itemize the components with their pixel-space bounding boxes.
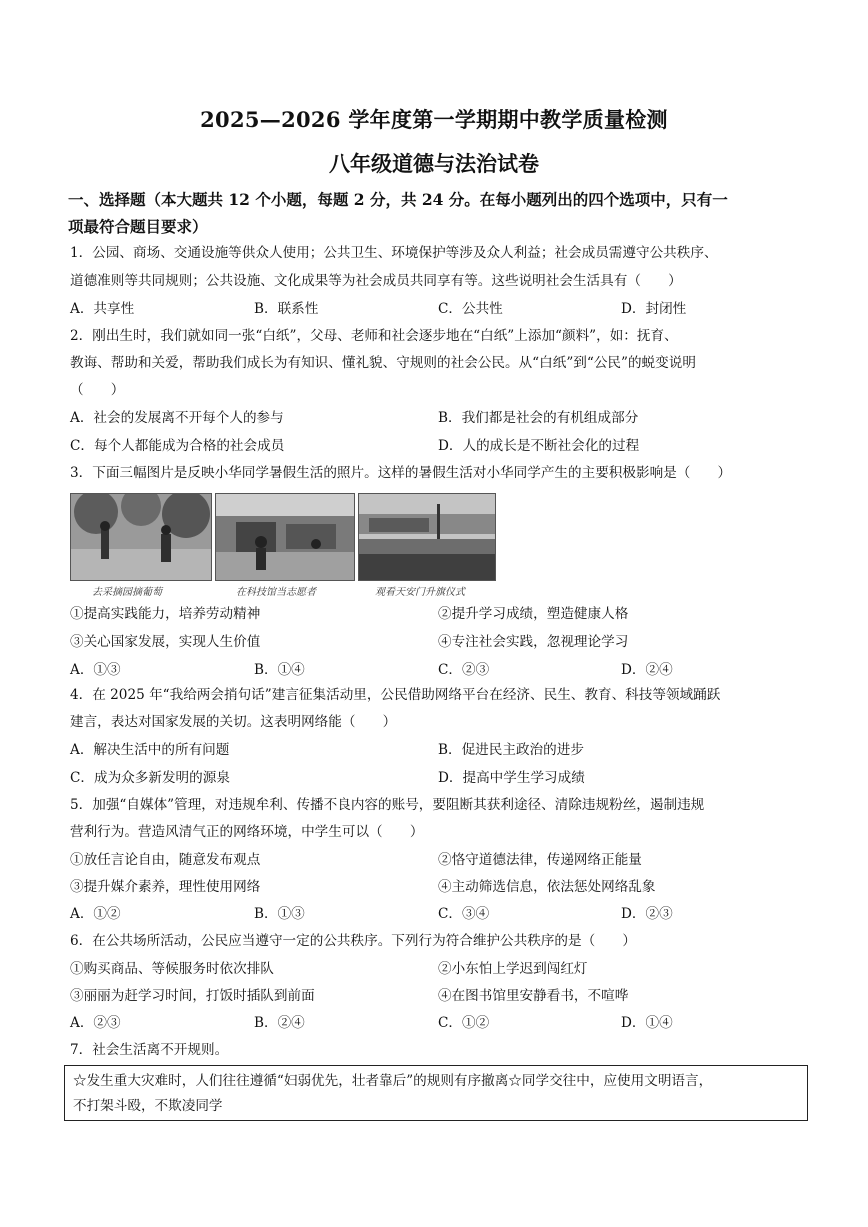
q7-stem: 7．社会生活离不开规则。 — [70, 1042, 229, 1058]
q7-material-line1: ☆发生重大灾难时，人们往往遵循“妇弱优先，壮者靠后”的规则有序撤离☆同学交往中，应使用文明语言， — [73, 1073, 713, 1089]
q3-stem: 3．下面三幅图片是反映小华同学暑假生活的照片。这样的暑假生活对小华同学产生的主要积极影响是（ ） — [70, 465, 732, 481]
q6-statement-3: ③丽丽为赶学习时间，打饭时插队到前面 — [70, 988, 315, 1004]
photo-tiananmen-flag-raising — [358, 493, 496, 581]
q2-stem-line2: 教诲、帮助和关爱，帮助我们成长为有知识、懂礼貌、守规则的社会公民。从“白纸”到“公民”的蜕变说明 — [70, 355, 696, 371]
q2-option-d: D．人的成长是不断社会化的过程 — [438, 438, 640, 454]
q4-option-c: C．成为众多新发明的源泉 — [70, 770, 230, 786]
q5-statement-2: ②恪守道德法律，传递网络正能量 — [438, 852, 642, 868]
q6-option-c: C．①② — [438, 1015, 490, 1031]
q5-statement-4: ④主动筛选信息，依法惩处网络乱象 — [438, 879, 656, 895]
q1-stem-line1: 1．公园、商场、交通设施等供众人使用；公共卫生、环境保护等涉及众人利益；社会成员需遵守公共秩序、 — [70, 245, 718, 261]
q7-material-line2: 不打架斗殴，不欺凌同学 — [73, 1098, 223, 1114]
photo-caption-1: 去采摘园摘葡萄 — [92, 587, 162, 598]
q5-statement-1: ①放任言论自由，随意发布观点 — [70, 852, 261, 868]
q2-option-c: C．每个人都能成为合格的社会成员 — [70, 438, 285, 454]
photo-caption-3: 观看天安门升旗仪式 — [375, 587, 465, 598]
q1-stem-line2: 道德准则等共同规则；公共设施、文化成果等为社会成员共同享有等。这些说明社会生活具有（ ） — [70, 273, 682, 289]
q6-option-d: D．①④ — [621, 1015, 673, 1031]
q1-option-c: C．公共性 — [438, 301, 503, 317]
q4-option-d: D．提高中学生学习成绩 — [438, 770, 585, 786]
exam-subtitle: 八年级道德与法治试卷 — [329, 151, 539, 176]
q1-option-a: A．共享性 — [70, 301, 135, 317]
q4-option-a: A．解决生活中的所有问题 — [70, 742, 230, 758]
q3-option-c: C．②③ — [438, 662, 490, 678]
q3-option-b: B．①④ — [254, 662, 305, 678]
q4-stem-line1: 4．在 2025 年“我给两会捎句话”建言征集活动里，公民借助网络平台在经济、民生、教育、科技等领域踊跃 — [70, 687, 721, 703]
exam-title: 2025—2026 学年度第一学期期中教学质量检测 — [200, 107, 668, 132]
q1-option-b: B．联系性 — [254, 301, 319, 317]
q2-option-b: B．我们都是社会的有机组成部分 — [438, 410, 639, 426]
photo-science-museum-volunteer — [215, 493, 355, 581]
q2-option-a: A．社会的发展离不开每个人的参与 — [70, 410, 284, 426]
q5-stem-line2: 营利行为。营造风清气正的网络环境，中学生可以（ ） — [70, 824, 424, 840]
q3-statement-2: ②提升学习成绩，塑造健康人格 — [438, 606, 629, 622]
q2-stem-line1: 2．刚出生时，我们就如同一张“白纸”，父母、老师和社会逐步地在“白纸”上添加“颜料”，如：抚育、 — [70, 328, 678, 344]
q6-statement-4: ④在图书馆里安静看书，不喧哗 — [438, 988, 629, 1004]
q5-option-b: B．①③ — [254, 906, 305, 922]
q5-option-a: A．①② — [70, 906, 121, 922]
q3-statement-3: ③关心国家发展，实现人生价值 — [70, 634, 261, 650]
q5-statement-3: ③提升媒介素养，理性使用网络 — [70, 879, 261, 895]
q2-stem-line3: （ ） — [70, 382, 125, 398]
q3-option-d: D．②④ — [621, 662, 673, 678]
q5-stem-line1: 5．加强“自媒体”管理，对违规牟利、传播不良内容的账号，要阻断其获利途径、清除违规粉丝，遏制违规 — [70, 797, 705, 813]
q6-statement-2: ②小东怕上学迟到闯红灯 — [438, 961, 588, 977]
q3-statement-1: ①提高实践能力，培养劳动精神 — [70, 606, 261, 622]
q6-stem: 6．在公共场所活动，公民应当遵守一定的公共秩序。下列行为符合维护公共秩序的是（ ） — [70, 933, 636, 949]
section-heading-line2: 项最符合题目要求） — [68, 217, 208, 236]
q5-option-c: C．③④ — [438, 906, 490, 922]
q4-stem-line2: 建言，表达对国家发展的关切。这表明网络能（ ） — [70, 714, 397, 730]
q5-option-d: D．②③ — [621, 906, 673, 922]
q6-statement-1: ①购买商品、等候服务时依次排队 — [70, 961, 274, 977]
photo-grape-picking — [70, 493, 212, 581]
q6-option-a: A．②③ — [70, 1015, 121, 1031]
q1-option-d: D．封闭性 — [621, 301, 687, 317]
photo-caption-2: 在科技馆当志愿者 — [236, 587, 316, 598]
q6-option-b: B．②④ — [254, 1015, 305, 1031]
q3-option-a: A．①③ — [70, 662, 121, 678]
section-heading-line1: 一、选择题（本大题共 12 个小题，每题 2 分，共 24 分。在每小题列出的四个选项中，只有一 — [68, 190, 728, 209]
q4-option-b: B．促进民主政治的进步 — [438, 742, 584, 758]
q3-statement-4: ④专注社会实践，忽视理论学习 — [438, 634, 629, 650]
q7-material-box — [64, 1065, 808, 1121]
